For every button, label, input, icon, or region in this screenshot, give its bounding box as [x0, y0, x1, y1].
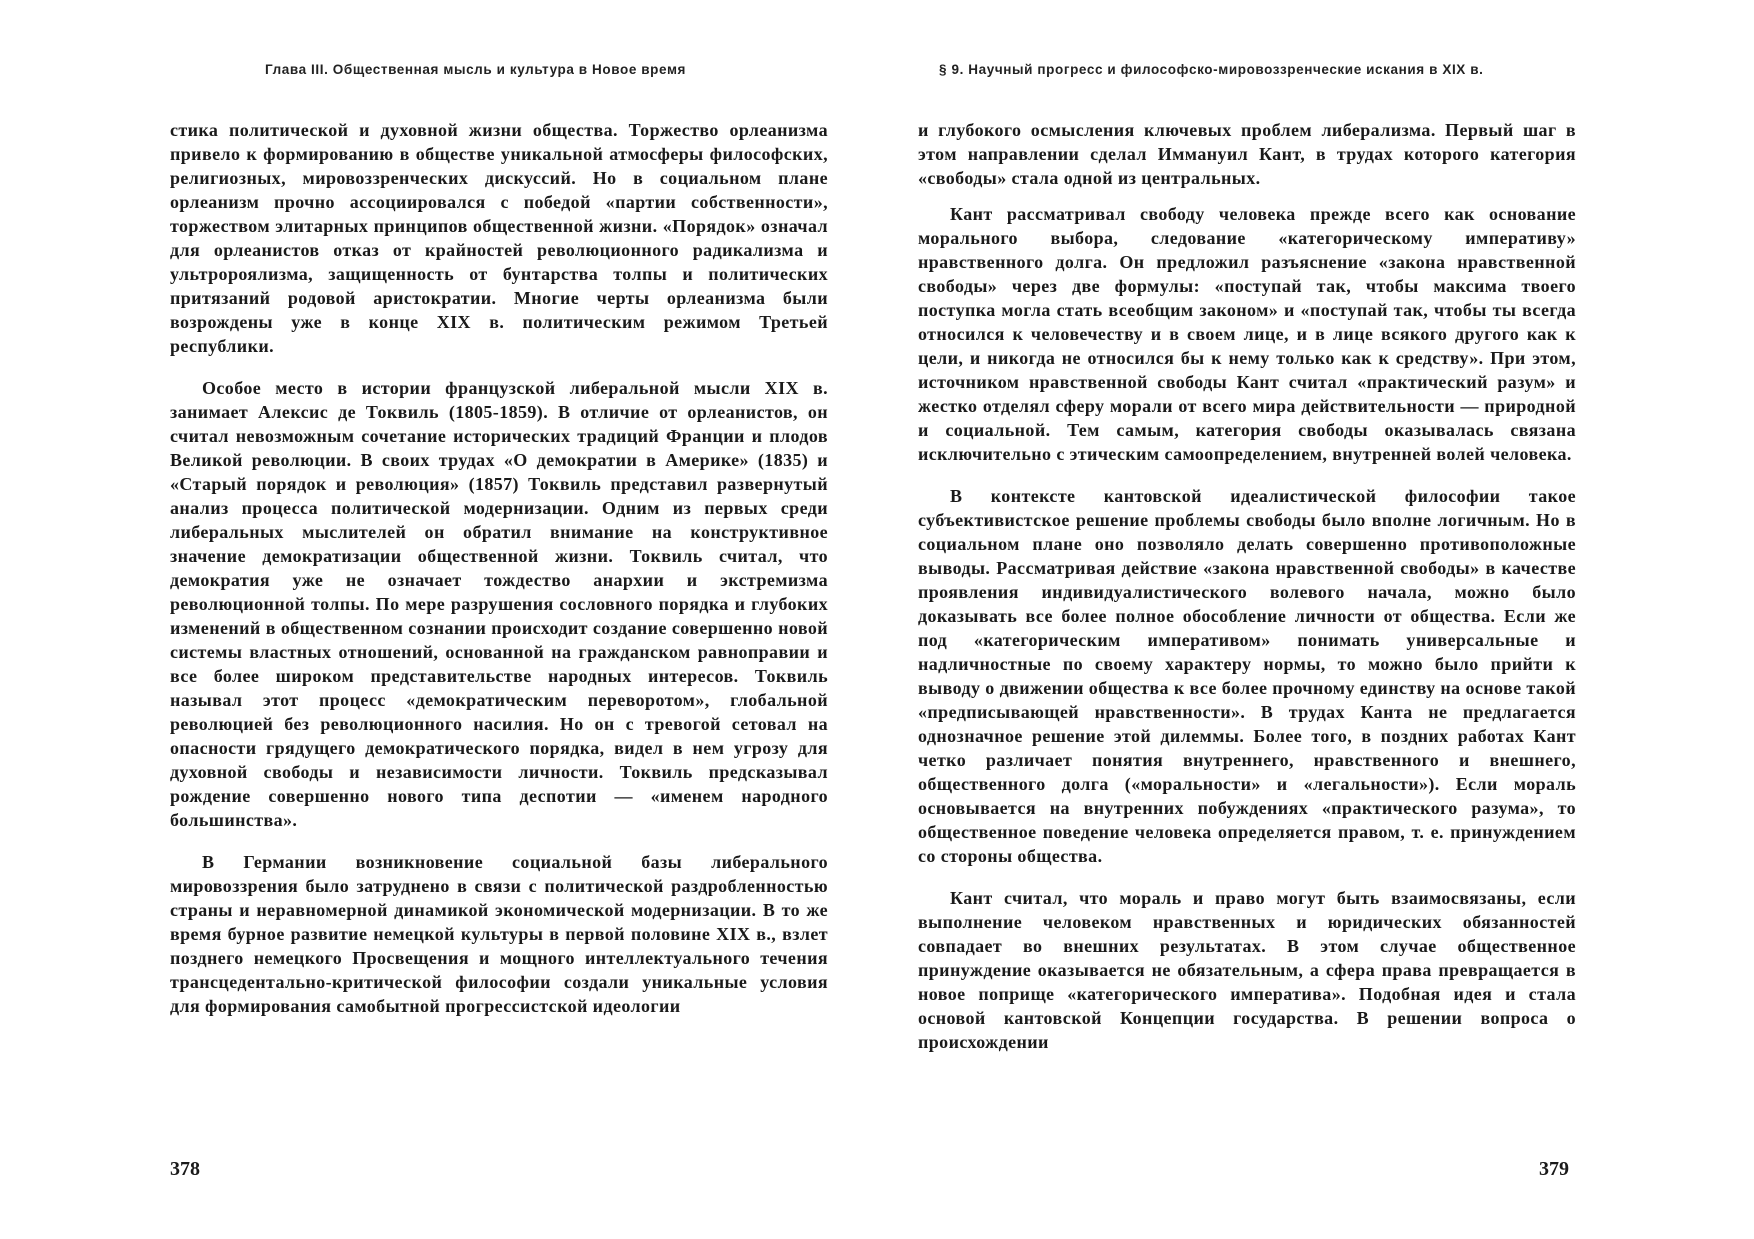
page-number: 379 [1539, 1158, 1569, 1180]
paragraph: стика политической и духовной жизни общества. Торжество орлеанизма привело к формированию в обществе уникальной атмосферы философских, религиозных, мировоззренческих дискуссий. Но в социальном плане орлеанизм прочно ассоциировался с победой «партии собственности», торжеством элитарных принципов общественной жизни. «Порядок» означал для орлеанистов отказ от крайностей революционного радикализма и ультророялизма, защищенность от бунтарства толпы и политических притязаний родовой аристократии. Многие черты орлеанизма были возрождены уже в конце XIX в. политическим режимом Третьей республики. [170, 120, 828, 356]
paragraph: В контексте кантовской идеалистической философии такое субъективистское решение проблемы свободы было вполне логичным. Но в социальном плане оно позволяло делать совершенно противоположные выводы. Рассматривая действие «закона нравственной свободы» в качестве проявления индивидуалистического волевого начала, можно было доказывать все более полное обособление личности от общества. Если же под «категорическим императивом» понимать универсальные и надличностные по своему характеру нормы, то можно было прийти к выводу о движении общества к все более прочному единству на основе такой «предписывающей нравственности». В трудах Канта не предлагается однозначное решение этой дилеммы. Более того, в поздних работах Кант четко различает понятия внутреннего, нравственного и внешнего, общественного долга («моральности» и «легальности»). Если мораль основывается на внутренних побуждениях «практического разума», то общественное поведение человека определяется правом, т. е. принуждением со стороны общества. [918, 486, 1576, 866]
right-page [877, 0, 1754, 1239]
paragraph: и глубокого осмысления ключевых проблем либерализма. Первый шаг в этом направлении сделал Иммануил Кант, в трудах которого категория «свободы» стала одной из центральных. [918, 120, 1576, 188]
paragraph: В Германии возникновение социальной базы либерального мировоззрения было затруднено в связи с политической раздробленностью страны и неравномерной динамикой экономической модернизации. В то же время бурное развитие немецкой культуры в первой половине XIX в., взлет позднего немецкого Просвещения и мощного интеллектуального течения трансцедентально-критической философии создали уникальные условия для формирования самобытной прогрессистской идеологии [170, 852, 828, 1016]
paragraph: Особое место в истории французской либеральной мысли XIX в. занимает Алексис де Токвиль (1805-1859). В отличие от орлеанистов, он считал невозможным сочетание исторических традиций Франции и плодов Великой революции. В своих трудах «О демократии в Америке» (1835) и «Старый порядок и революция» (1857) Токвиль представил развернутый анализ процесса политической модернизации. Одним из первых среди либеральных мыслителей он обратил внимание на конструктивное значение демократизации общественной жизни. Токвиль считал, что демократия уже не означает тождество анархии и экстремизма революционной толпы. По мере разрушения сословного порядка и глубоких изменений в общественном сознании происходит создание совершенно новой системы властных отношений, основанной на гражданском равноправии и все более широком представительстве народных интересов. Токвиль называл этот процесс «демократическим переворотом», глобальной революцией без революционного насилия. Но он с тревогой сетовал на опасности грядущего демократического порядка, видел в нем угрозу для духовной свободы и независимости личности. Токвиль предсказывал рождение совершенно нового типа деспотии — «именем народного большинства». [170, 378, 828, 830]
paragraph: Кант рассматривал свободу человека прежде всего как основание морального выбора, следование «категорическому императиву» нравственного долга. Он предложил разъяснение «закона нравственной свободы» через две формулы: «поступай так, чтобы максима твоего поступка могла стать всеобщим законом» и «поступай так, чтобы ты всегда относился к человечеству и в своем лице, и в лице всякого другого как к цели, и никогда не относился бы к нему только как к средству». При этом, источником нравственной свободы Кант считал «практический разум» и жестко отделял сферу морали от всего мира действительности — природной и социальной. Тем самым, категория свободы оказывалась связана исключительно с этическим самоопределением, внутренней волей человека. [918, 204, 1576, 464]
paragraph: Кант считал, что мораль и право могут быть взаимосвязаны, если выполнение человеком нравственных и юридических обязанностей совпадает во внешних результатах. В этом случае общественное принуждение оказывается не обязательным, а сфера права превращается в новое поприще «категорического императива». Подобная идея и стала основой кантовской Концепции государства. В решении вопроса о происхождении [918, 888, 1576, 1052]
right-body-text [918, 118, 1576, 1066]
chapter-running-head: Глава III. Общественная мысль и культура в Новое время [265, 62, 687, 77]
page-number: 378 [170, 1158, 200, 1180]
left-body-text [170, 118, 828, 1030]
section-running-head: § 9. Научный прогресс и философско-мировоззренческие искания в XIX в. [939, 62, 1484, 77]
